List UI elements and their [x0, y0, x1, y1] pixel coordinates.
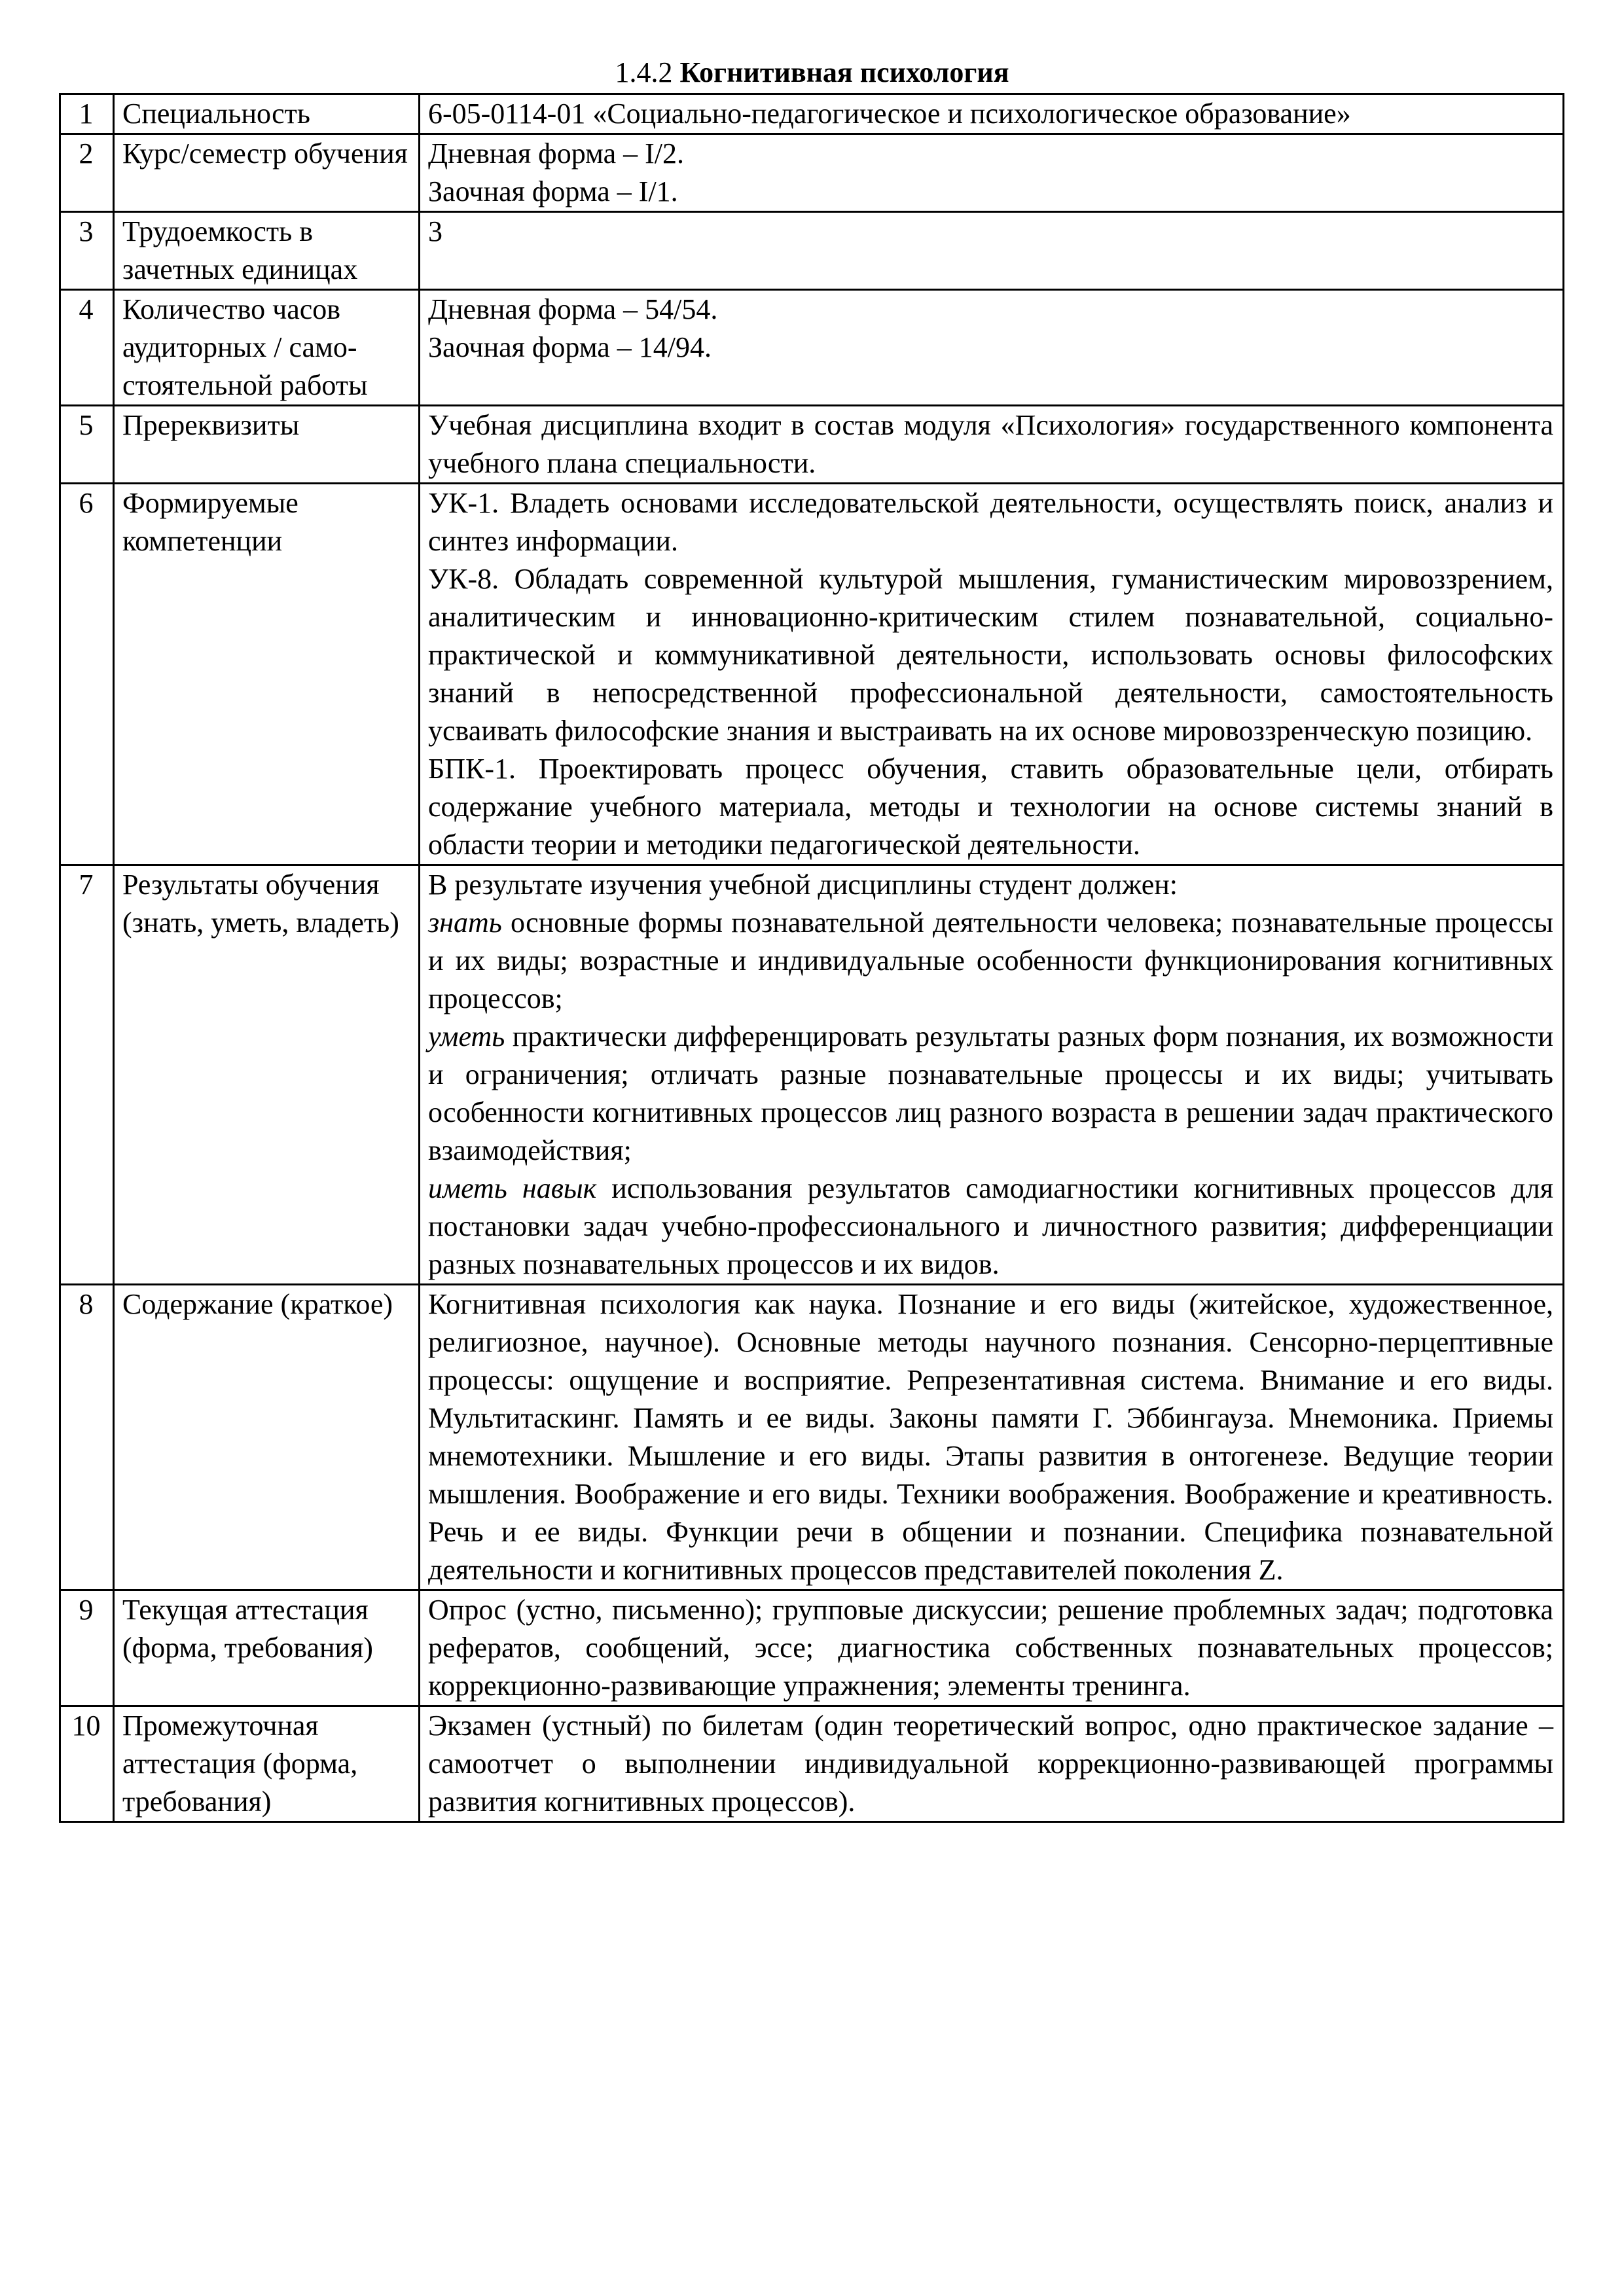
table-row: [60, 134, 1564, 212]
row-label: Трудоемкость в зачетных единицах: [114, 212, 420, 290]
row-content: [420, 212, 1564, 290]
result-skill: [428, 1170, 1553, 1283]
row-label: Содержание (краткое): [114, 1285, 420, 1590]
row-content: [420, 94, 1564, 134]
section-title: Когнитивная психология: [679, 56, 1009, 88]
row-label: Специальность: [114, 94, 420, 134]
content-line: Когнитивная психология как наука. Познание и его виды (житейское, художественное, религиозное, научное). Основные методы научного познания. Сенсорно-перцептивные процессы: ощущение и восприятие. Репрезентативная система. Внимание и его виды. Мультитаскинг. Память и ее виды. Законы памяти Г. Эббингауза. Мнемоника. Приемы мнемотехники. Мышление и его виды. Этапы развития в онтогенезе. Ведущие теории мышления. Воображение и его виды. Техники воображения. Воображение и креативность. Речь и ее виды. Функции речи в общении и познании. Специфика познавательной деятельности и когнитивных процессов представителей поколения Z.: [428, 1288, 1553, 1586]
result-can: [428, 1018, 1553, 1170]
content-line: Дневная форма – 54/54.: [428, 293, 718, 325]
row-number: 1: [60, 94, 114, 134]
content-line: 3: [428, 215, 442, 247]
content-line: Учебная дисциплина входит в состав модуля «Психология» государственного компонента учебного плана специальности.: [428, 409, 1553, 479]
result-term: знать: [428, 906, 502, 939]
result-term: уметь: [428, 1020, 505, 1052]
row-label: Формируемые компетенции: [114, 484, 420, 865]
row-number: 5: [60, 406, 114, 484]
row-content: [420, 1706, 1564, 1822]
row-label: Количество часов аудиторных / само-стоятельной работы: [114, 290, 420, 406]
result-text: использования результатов самодиагностики когнитивных процессов для постановки задач учебно-профессионального и личностного развития; дифференциации разных познавательных процессов и их видов.: [428, 1172, 1553, 1280]
table-row: [60, 1706, 1564, 1822]
row-content: [420, 865, 1564, 1285]
row-label: Промежуточная аттестация (форма, требования): [114, 1706, 420, 1822]
row-label: Курс/семестр обучения: [114, 134, 420, 212]
table-row: [60, 290, 1564, 406]
content-line: Заочная форма – I/1.: [428, 175, 678, 207]
page-title: [0, 54, 1624, 92]
content-line: Экзамен (устный) по билетам (один теоретический вопрос, одно практическое задание – самоотчет о выполнении индивидуальной коррекционно-развивающей программы развития когнитивных процессов).: [428, 1710, 1553, 1818]
syllabus-table: [59, 93, 1564, 1823]
row-label: Пререквизиты: [114, 406, 420, 484]
row-number: 4: [60, 290, 114, 406]
row-number: 7: [60, 865, 114, 1285]
row-content: [420, 1285, 1564, 1590]
result-term: иметь навык: [428, 1172, 597, 1204]
content-line: Опрос (устно, письменно); групповые дискуссии; решение проблемных задач; подготовка рефератов, сообщений, эссе; диагностика собственных познавательных процессов; коррекционно-развивающие упражнения; элементы тренинга.: [428, 1594, 1553, 1702]
table-row: [60, 1285, 1564, 1590]
result-text: практически дифференцировать результаты разных форм познания, их возможности и ограничения; отличать разные познавательные процессы и их виды; учитывать особенности когнитивных процессов лиц разного возраста в решении задач практического взаимодействия;: [428, 1020, 1553, 1166]
row-content: [420, 1590, 1564, 1706]
table-row: [60, 94, 1564, 134]
row-content: [420, 484, 1564, 865]
row-number: 2: [60, 134, 114, 212]
row-number: 10: [60, 1706, 114, 1822]
results-intro: В результате изучения учебной дисциплины студент должен:: [428, 869, 1178, 901]
table-row: [60, 212, 1564, 290]
content-line: 6-05-0114-01 «Социально-педагогическое и психологическое образование»: [428, 98, 1351, 130]
competence-bpk1: БПК-1. Проектировать процесс обучения, ставить образовательные цели, отбирать содержание учебного материала, методы и технологии на основе системы знаний в области теории и методики педагогической деятельности.: [428, 753, 1553, 861]
row-content: [420, 406, 1564, 484]
row-content: [420, 290, 1564, 406]
table-row: [60, 1590, 1564, 1706]
row-content: [420, 134, 1564, 212]
row-number: 8: [60, 1285, 114, 1590]
row-label: Текущая аттестация (форма, требования): [114, 1590, 420, 1706]
content-line: Заочная форма – 14/94.: [428, 331, 712, 363]
row-number: 3: [60, 212, 114, 290]
competence-uk1: УК-1. Владеть основами исследовательской деятельности, осуществлять поиск, анализ и синтез информации.: [428, 487, 1553, 557]
row-number: 9: [60, 1590, 114, 1706]
competence-uk8: УК-8. Обладать современной культурой мышления, гуманистическим мировоззрением, аналитическим и инновационно-критическим стилем познавательной, социально-практической и коммуникативной деятельности, использовать основы философских знаний в непосредственной профессиональной деятельности, самостоятельность усваивать философские знания и выстраивать на их основе мировоззренческую позицию.: [428, 563, 1553, 747]
result-know: [428, 904, 1553, 1018]
result-text: основные формы познавательной деятельности человека; познавательные процессы и их виды; возрастные и индивидуальные особенности функционирования когнитивных процессов;: [428, 906, 1553, 1014]
table-row: [60, 484, 1564, 865]
row-number: 6: [60, 484, 114, 865]
table-row: [60, 406, 1564, 484]
section-number: 1.4.2: [615, 56, 673, 88]
content-line: Дневная форма – I/2.: [428, 137, 684, 170]
row-label: Результаты обучения (знать, уметь, владеть): [114, 865, 420, 1285]
table-row: [60, 865, 1564, 1285]
